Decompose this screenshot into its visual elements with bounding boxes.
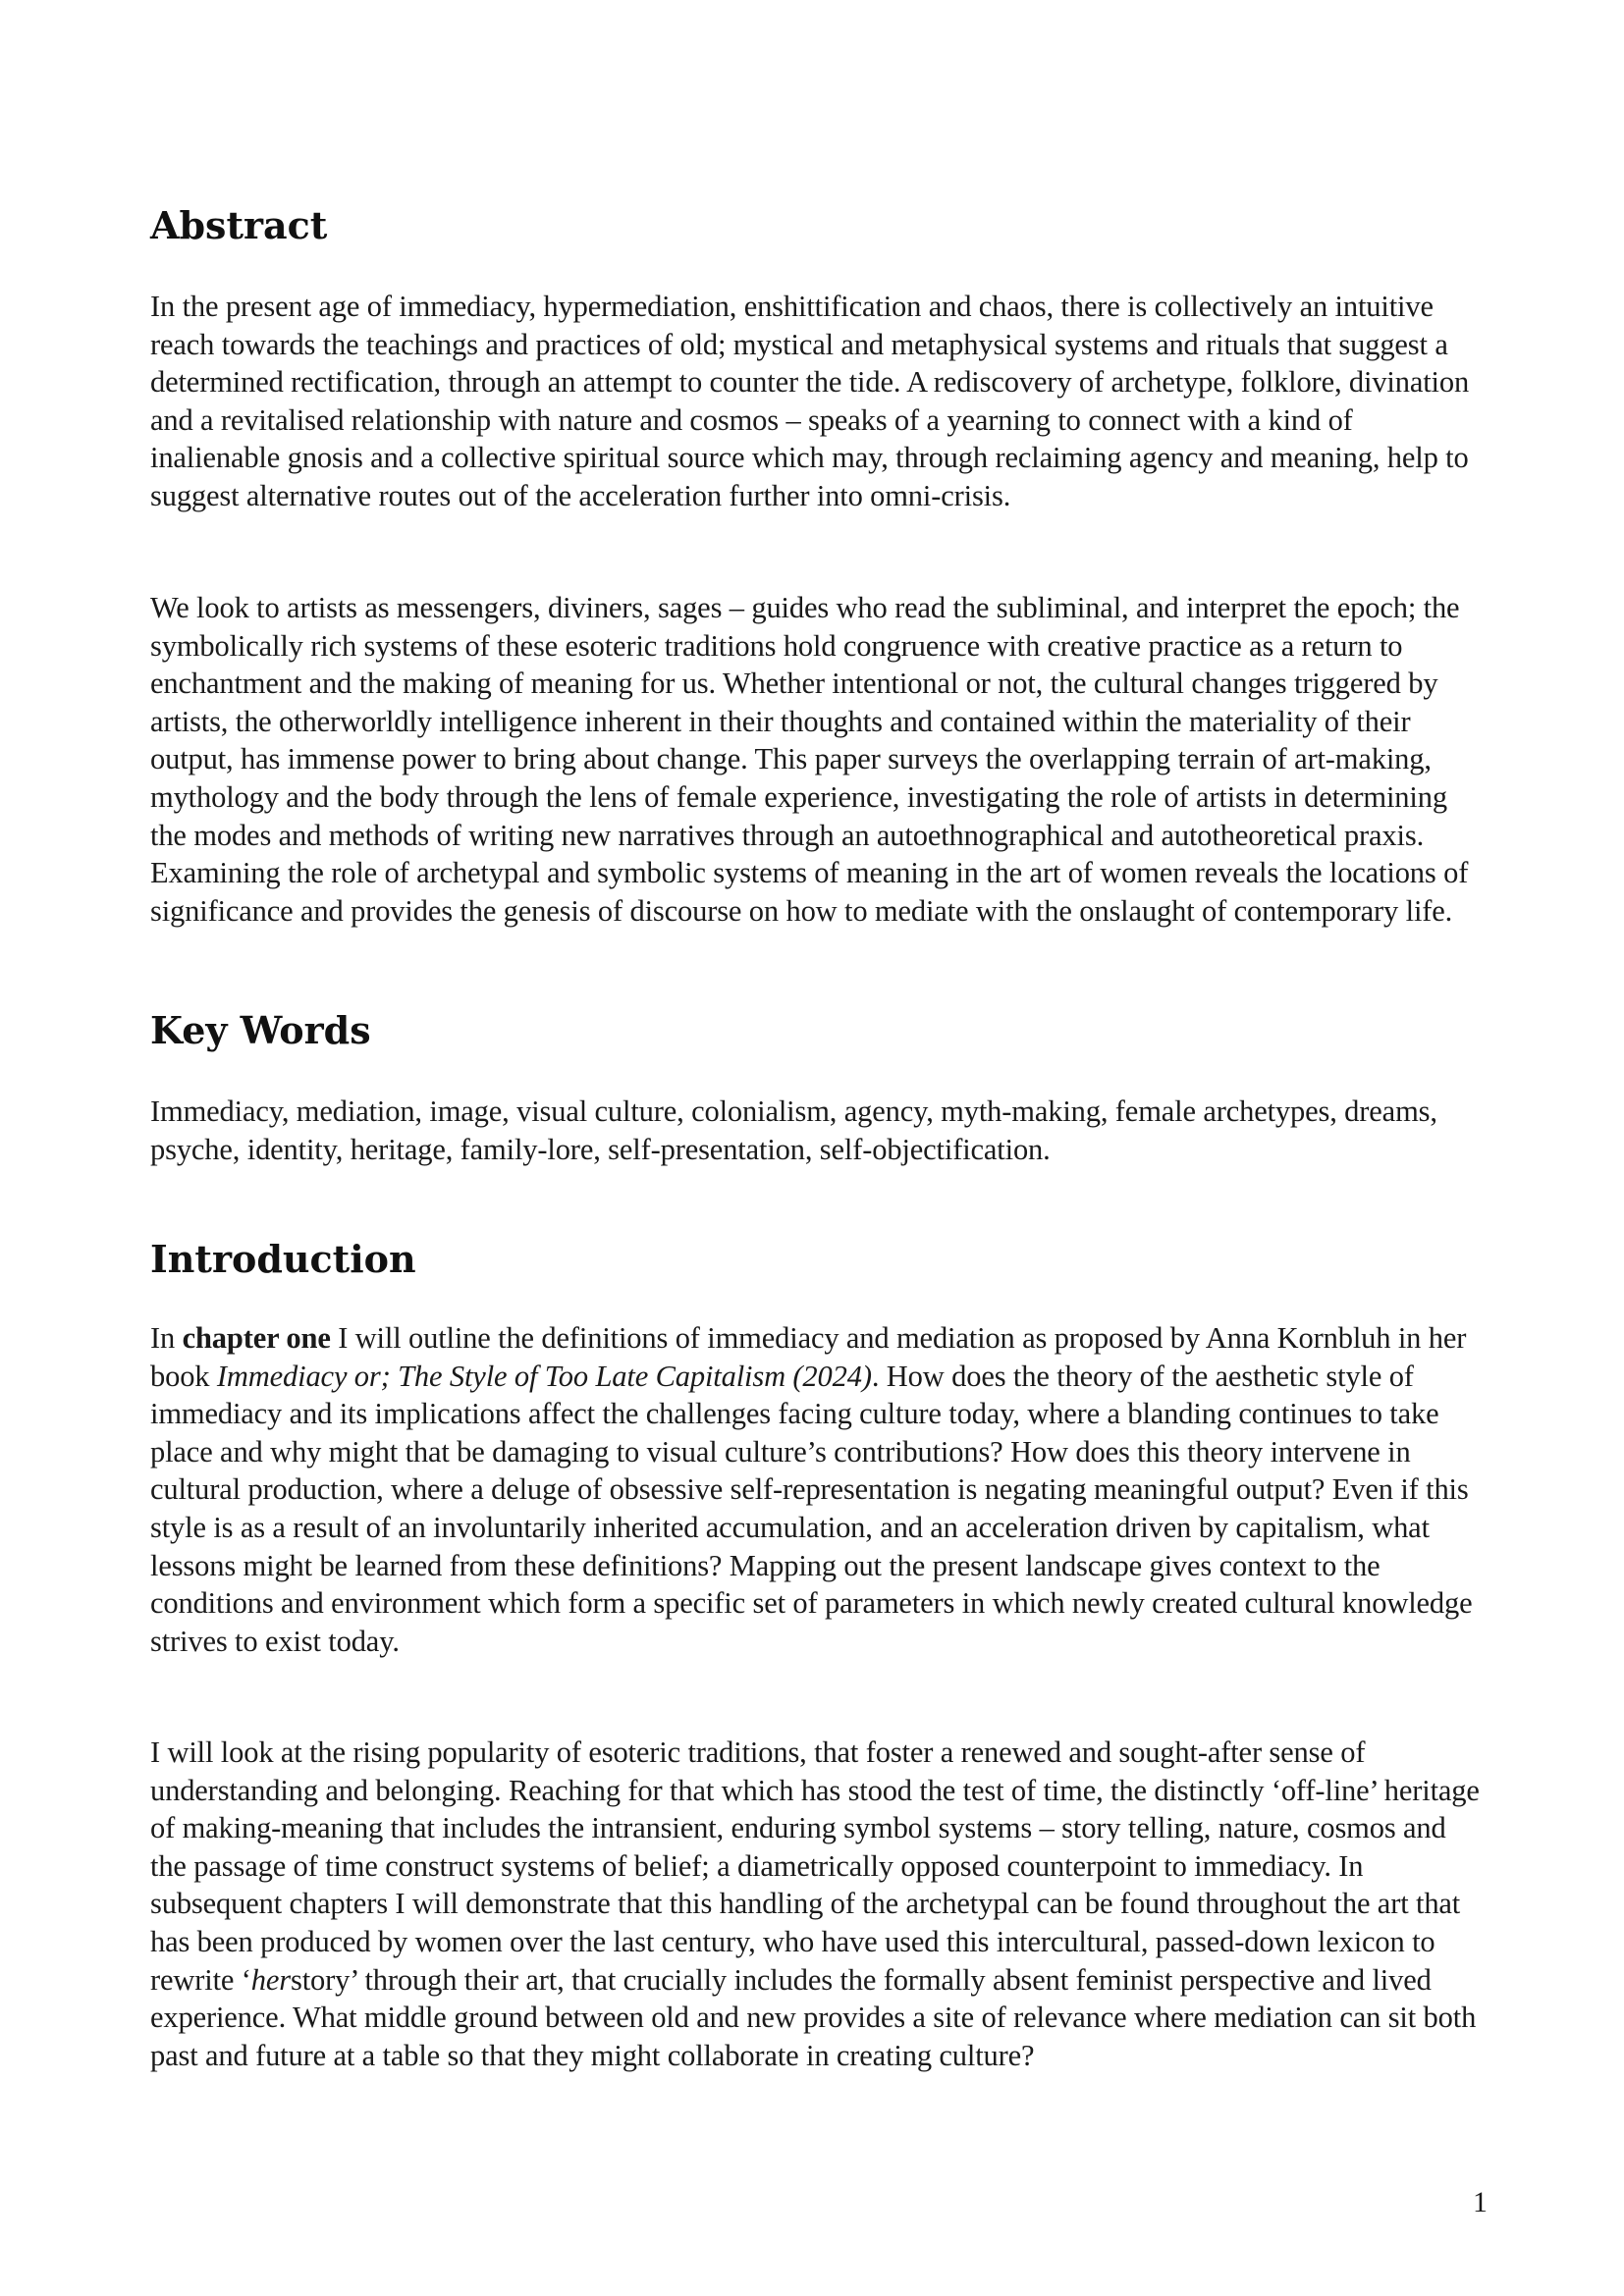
keywords-heading: Key Words <box>150 1008 371 1052</box>
intro-p1-text-b: . How does the theory of the aesthetic style of immediacy and its implications affect the challenges facing culture today, where a blanding continues to take place and why might that be damaging to visual culture’s contributions? How does this theory intervene in cultural production, where a deluge of obsessive self-representation is negating meaningful output? Even if this style is as a result of an involuntarily inherited accumulation, and an acceleration driven by capitalism, what lessons might be learned from these definitions? Mapping out the present landscape gives context to the conditions and environment which form a specific set of parameters in which newly created cultural knowledge strives to exist today. <box>150 1359 1473 1658</box>
intro-p1-lead: In <box>150 1321 183 1355</box>
keywords-paragraph: Immediacy, mediation, image, visual culture, colonialism, agency, myth-making, female archetypes, dreams, psyche, identity, heritage, family-lore, self-presentation, self-objectification. <box>150 1095 1437 1166</box>
intro-p1-text-a: I will outline the definitions of immediacy and mediation as proposed by Anna Kornbluh in her book <box>150 1321 1467 1393</box>
herstory-italic: her <box>250 1962 292 1997</box>
abstract-paragraph-2: We look to artists as messengers, diviners, sages – guides who read the subliminal, and interpret the epoch; the symbolically rich systems of these esoteric traditions hold congruence with creative practice as a return to enchantment and the making of meaning for us. Whether intentional or not, the cultural changes triggered by artists, the otherworldly intelligence inherent in their thoughts and contained within the materiality of their output, has immense power to bring about change. This paper surveys the overlapping terrain of art-making, mythology and the body through the lens of female experience, investigating the role of artists in determining the modes and methods of writing new narratives through an autoethnographical and autotheoretical praxis. Examining the role of archetypal and symbolic systems of meaning in the art of women reveals the locations of significance and provides the genesis of discourse on how to mediate with the onslaught of contemporary life. <box>150 591 1469 928</box>
document-page <box>150 0 1488 2296</box>
intro-p2-text-a: I will look at the rising popularity of esoteric traditions, that foster a renewed and sought-after sense of understanding and belonging. Reaching for that which has stood the test of time, the distinctly ‘off-line’ heritage of making-meaning that includes the intransient, enduring symbol systems – story telling, nature, cosmos and the passage of time construct systems of belief; a diametrically opposed counterpoint to immediacy. In subsequent chapters I will demonstrate that this handling of the archetypal can be found throughout the art that has been produced by women over the last century, who have used this intercultural, passed-down lexicon to rewrite ‘ <box>150 1735 1480 1997</box>
introduction-heading: Introduction <box>150 1237 416 1281</box>
abstract-paragraph-1: In the present age of immediacy, hypermediation, enshittification and chaos, there is collectively an intuitive reach towards the teachings and practices of old; mystical and metaphysical systems and rituals that suggest a determined rectification, through an attempt to counter the tide. A rediscovery of archetype, folklore, divination and a revitalised relationship with nature and cosmos – speaks of a yearning to connect with a kind of inalienable gnosis and a collective spiritual source which may, through reclaiming agency and meaning, help to suggest alternative routes out of the acceleration further into omni-crisis. <box>150 290 1470 512</box>
introduction-paragraph-2 <box>150 1734 1488 2074</box>
intro-p2-text-b: story’ through their art, that crucially includes the formally absent feminist perspective and lived experience. What middle ground between old and new provides a site of relevance where mediation can sit both past and future at a table so that they might collaborate in creating culture? <box>150 1962 1477 2072</box>
chapter-one-bold: chapter one <box>182 1321 331 1355</box>
page-number: 1 <box>1473 2186 1488 2218</box>
introduction-paragraph-1 <box>150 1319 1488 1660</box>
abstract-heading: Abstract <box>150 203 328 247</box>
book-title-italic: Immediacy or; The Style of Too Late Capitalism (2024) <box>216 1359 872 1393</box>
